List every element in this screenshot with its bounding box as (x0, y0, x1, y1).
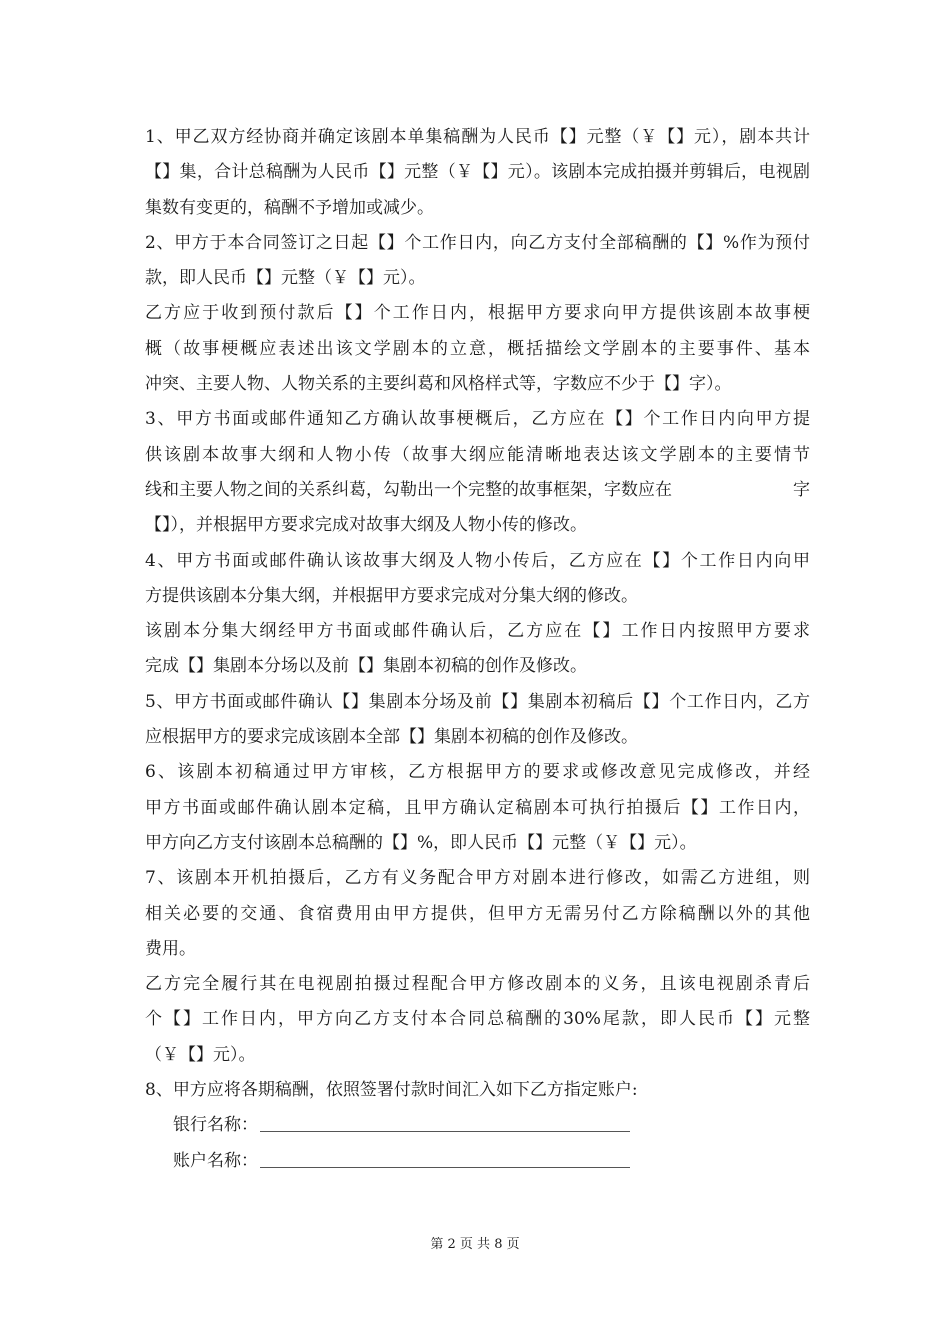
text-line: 该剧本分集大纲经甲方书面或邮件确认后，乙方应在【】工作日内按照甲方要求 (145, 621, 810, 642)
text-line: 方提供该剧本分集大纲，并根据甲方要求完成对分集大纲的修改。 (145, 585, 638, 606)
text-line: 冲突、主要人物、人物关系的主要纠葛和风格样式等，字数应不少于【】字）。 (145, 374, 732, 395)
account-field-label: 账户名称： (173, 1150, 258, 1171)
text-line-right: 字 (793, 479, 810, 500)
account-field-row (145, 1108, 810, 1143)
text-line: 5、甲方书面或邮件确认【】集剧本分场及前【】集剧本初稿后【】个工作日内，乙方 (145, 691, 810, 712)
text-line: 甲方向乙方支付该剧本总稿酬的【】%，即人民币【】元整（￥【】元）。 (145, 832, 697, 853)
text-line: （￥【】元）。 (145, 1044, 256, 1065)
text-line: 乙方应于收到预付款后【】个工作日内，根据甲方要求向甲方提供该剧本故事梗 (145, 303, 810, 324)
text-line: 费用。 (145, 938, 196, 959)
text-line: 乙方完全履行其在电视剧拍摄过程配合甲方修改剧本的义务，且该电视剧杀青后 (145, 974, 810, 995)
text-line: 供该剧本故事大纲和人物小传（故事大纲应能清晰地表达该文学剧本的主要情节 (145, 444, 810, 465)
text-line: 7、该剧本开机拍摄后，乙方有义务配合甲方对剧本进行修改，如需乙方进组，则 (145, 868, 810, 889)
text-line (145, 473, 810, 508)
text-line: 完成【】集剧本分场以及前【】集剧本初稿的创作及修改。 (145, 656, 587, 677)
account-field-row (145, 1144, 810, 1179)
text-line-left: 线和主要人物之间的关系纠葛，勾勒出一个完整的故事框架，字数应在 (145, 479, 672, 500)
text-line: 集数有变更的，稿酬不予增加或减少。 (145, 197, 434, 218)
text-line: 6、该剧本初稿通过甲方审核，乙方根据甲方的要求或修改意见完成修改，并经 (145, 762, 810, 783)
text-line: 款，即人民币【】元整（￥【】元）。 (145, 268, 426, 289)
text-line: 1、甲乙双方经协商并确定该剧本单集稿酬为人民币【】元整（￥【】元），剧本共计 (145, 127, 810, 147)
text-line: 3、甲方书面或邮件通知乙方确认故事梗概后，乙方应在【】个工作日内向甲方提 (145, 409, 810, 430)
account-field-label: 银行名称： (173, 1115, 258, 1136)
text-line: 个【】工作日内，甲方向乙方支付本合同总稿酬的30%尾款，即人民币【】元整 (145, 1009, 810, 1030)
account-field-blank[interactable] (260, 1111, 630, 1132)
account-field-blank[interactable] (260, 1147, 630, 1168)
text-line: 概（故事梗概应表述出该文学剧本的立意，概括描绘文学剧本的主要事件、基本 (145, 338, 810, 359)
document-body (145, 120, 810, 1179)
text-line: 【】），并根据甲方要求完成对故事大纲及人物小传的修改。 (145, 515, 587, 536)
page-footer: 第 2 页 共 8 页 (430, 1237, 520, 1252)
text-line: 【】集，合计总稿酬为人民币【】元整（￥【】元）。该剧本完成拍摄并剪辑后，电视剧 (145, 162, 810, 183)
text-line: 4、甲方书面或邮件确认该故事大纲及人物小传后，乙方应在【】个工作日内向甲 (145, 550, 810, 571)
text-line: 8、甲方应将各期稿酬，依照签署付款时间汇入如下乙方指定账户: (145, 1080, 638, 1101)
text-line: 甲方书面或邮件确认剧本定稿，且甲方确认定稿剧本可执行拍摄后【】工作日内， (145, 797, 810, 818)
text-line: 相关必要的交通、食宿费用由甲方提供，但甲方无需另付乙方除稿酬以外的其他 (145, 903, 810, 924)
text-line: 应根据甲方的要求完成该剧本全部【】集剧本初稿的创作及修改。 (145, 727, 638, 748)
text-line: 2、甲方于本合同签订之日起【】个工作日内，向乙方支付全部稿酬的【】%作为预付 (145, 232, 810, 253)
